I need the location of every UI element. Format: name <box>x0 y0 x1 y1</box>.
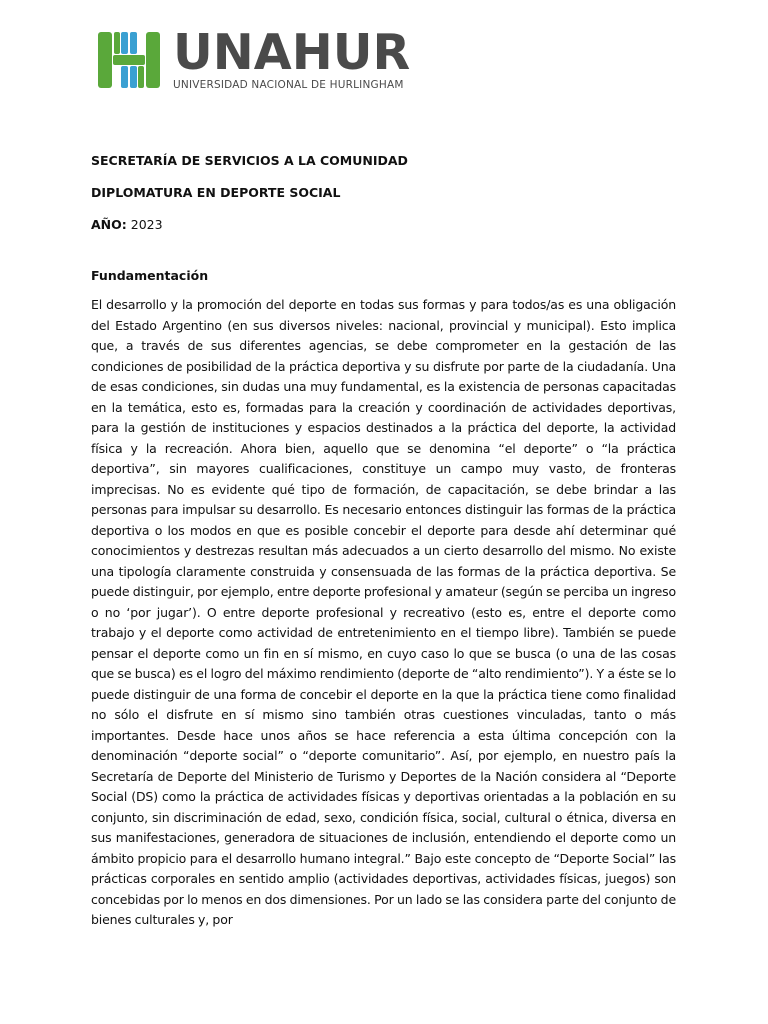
body-paragraph: El desarrollo y la promoción del deporte en todas sus formas y para todos/as es una obligación del Estado Argentino (en sus diversos niveles: nacional, provincial y municipal). Esto implica que, a través de sus diferentes agencias, se debe comprometer en la gestación de las condiciones de posibilidad de la práctica deportiva y su disfrute por parte de la ciudadanía. Una de esas condiciones, sin dudas una muy fundamental, es la existencia de personas capacitadas en la temática, esto es, formadas para la creación y coordinación de actividades deportivas, para la gestión de instituciones y espacios destinados a la práctica del deporte, la actividad física y la recreación. Ahora bien, aquello que se denomina “el deporte” o “la práctica deportiva”, sin mayores cualificaciones, constituye un campo muy vasto, de fronteras imprecisas. No es evidente qué tipo de formación, de capacitación, se debe brindar a las personas para impulsar su desarrollo. Es necesario entonces distinguir las formas de la práctica deportiva o los modos en que es posible concebir el deporte para desde ahí determinar qué conocimientos y destrezas resultan más adecuados a un cierto desarrollo del mismo. No existe una tipología claramente construida y consensuada de las formas de la práctica deportiva. Se puede distinguir, por ejemplo, entre deporte profesional y amateur (según se perciba un ingreso o no ‘por jugar’). O entre deporte profesional y recreativo (esto es, entre el deporte como trabajo y el deporte como actividad de entretenimiento en el tiempo libre). También se puede pensar el deporte como un fin en sí mismo, en cuyo caso lo que se busca (o una de las cosas que se busca) es el logro del máximo rendimiento (deporte de “alto rendimiento”). Y a éste se lo puede distinguir de una forma de concebir el deporte en la que la práctica tiene como finalidad no sólo el disfrute en sí mismo sino también otras cuestiones vinculadas, tanto o más importantes. Desde hace unos años se hace referencia a esta última concepción con la denominación “deporte social” o “deporte comunitario”. Así, por ejemplo, en nuestro país la Secretaría de Deporte del Ministerio de Turismo y Deportes de la Nación considera al “Deporte Social (DS) como la práctica de actividades físicas y deportivas orientadas a la población en su conjunto, sin discriminación de edad, sexo, condición física, social, cultural o étnica, diversa en sus manifestaciones, generadora de situaciones de inclusión, entendiendo el deporte como un ámbito propicio para el desarrollo humano integral.” Bajo este concepto de “Deporte Social” las prácticas corporales en sentido amplio (actividades deportivas, actividades físicas, juegos) son concebidas por lo menos en dos dimensiones. Por un lado se las considera parte del conjunto de bienes culturales y, por <box>91 297 676 927</box>
secretaria-heading: SECRETARÍA DE SERVICIOS A LA COMUNIDAD <box>91 153 408 168</box>
section-title: Fundamentación <box>91 268 209 283</box>
year-value: 2023 <box>130 217 163 232</box>
document-body <box>91 152 676 943</box>
logo-subtitle: UNIVERSIDAD NACIONAL DE HURLINGHAM <box>173 79 404 91</box>
year-label: AÑO: <box>91 217 127 232</box>
logo-name: UNAHUR <box>173 24 411 81</box>
unahur-logo-mark-icon <box>97 31 161 89</box>
logo-text <box>173 24 411 91</box>
unahur-logo <box>97 24 411 91</box>
diplomatura-heading: DIPLOMATURA EN DEPORTE SOCIAL <box>91 185 341 200</box>
year-row <box>91 216 676 234</box>
